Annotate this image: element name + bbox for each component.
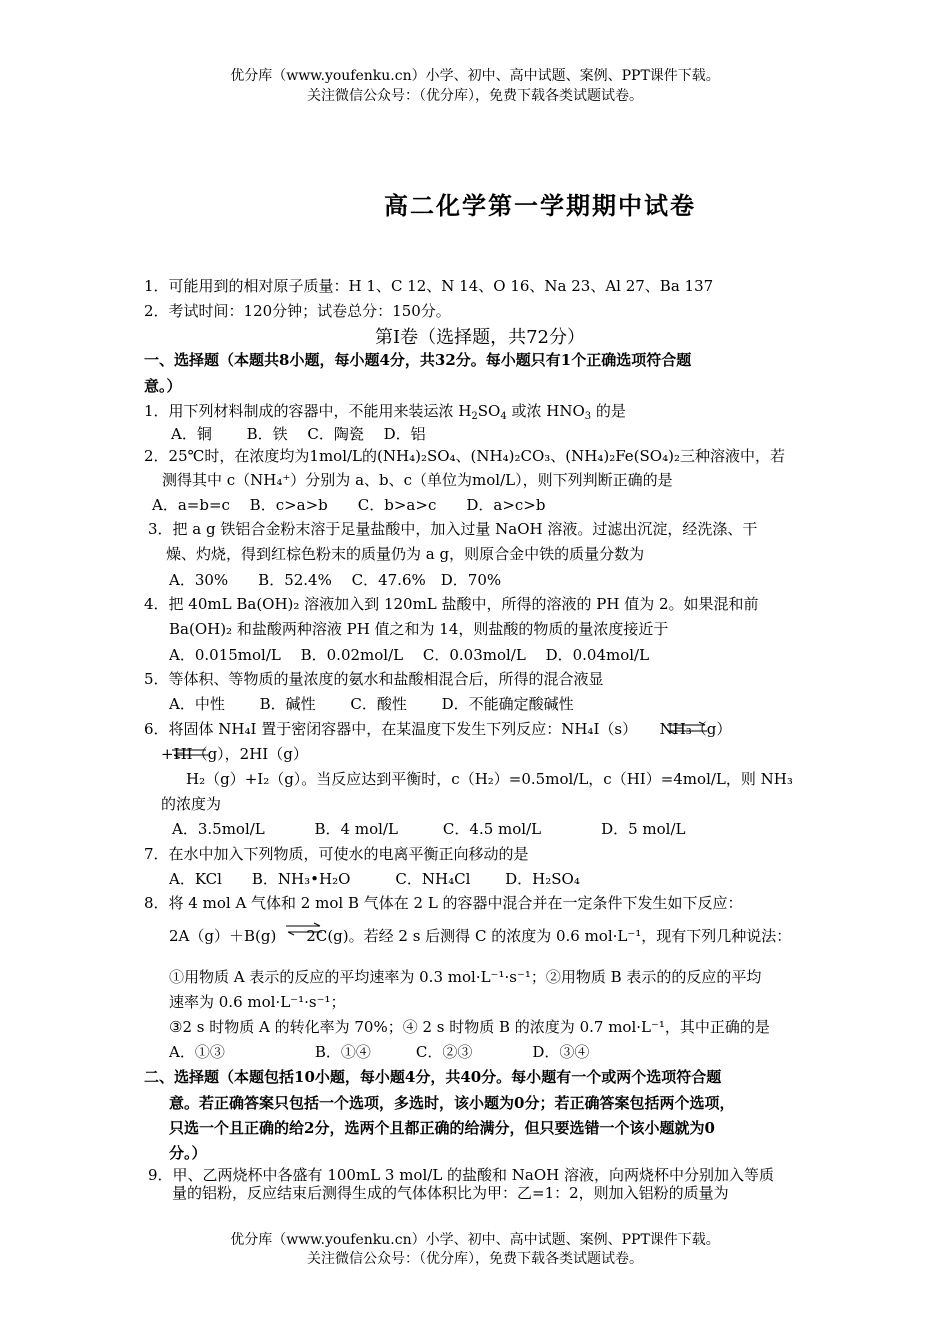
- q3-stem-1: 3．把 a g 铁铝合金粉末溶于足量盐酸中，加入过量 NaOH 溶液。过滤出沉淀，经洗涤、干: [148, 520, 758, 538]
- section1-line-2: 意。）: [144, 377, 182, 395]
- q6-stem-3: H₂（g）+I₂（g）。当反应达到平衡时，c（H₂）=0.5mol/L，c（HI）=4mol/L，则 NH₃: [186, 770, 793, 788]
- header-line-2: 关注微信公众号：（优分库），免费下载各类试题试卷。: [307, 88, 643, 104]
- q7-options: A．KCl B．NH₃•H₂O C．NH₄Cl D．H₂SO₄: [169, 870, 580, 888]
- q8-stem-4: 速率为 0.6 mol·L⁻¹·s⁻¹；: [169, 993, 346, 1011]
- equilibrium-arrow-icon: [170, 745, 210, 759]
- page-title: 高二化学第一学期期中试卷: [384, 191, 696, 220]
- q2-options: A．a=b=c B．c>a>b C．b>a>c D．a>c>b: [152, 496, 546, 514]
- q7-stem: 7．在水中加入下列物质，可使水的电离平衡正向移动的是: [144, 845, 529, 863]
- q3-options: A．30% B．52.4% C．47.6% D．70%: [169, 571, 502, 589]
- q5-options: A．中性 B．碱性 C．酸性 D．不能确定酸碱性: [169, 695, 574, 713]
- q1-stem: 1．用下列材料制成的容器中，不能用来装运浓 $H_2SO_4$ 或浓 $HNO_3$ 的是: [144, 402, 626, 422]
- q9-stem-2: 量的铝粉，反应结束后测得生成的气体体积比为甲：乙=1：2，则加入铝粉的质量为: [172, 1184, 729, 1202]
- q2-stem-2: 测得其中 c（NH₄⁺）分别为 a、b、c（单位为mol/L），则下列判断正确的是: [162, 471, 673, 489]
- note-2: 2．考试时间：120分钟；试卷总分：150分。: [144, 302, 451, 320]
- q9-stem-1: 9．甲、乙两烧杯中各盛有 100mL 3 mol/L 的盐酸和 NaOH 溶液，向两烧杯中分别加入等质: [148, 1166, 775, 1184]
- section2-line-4: 分。）: [169, 1144, 207, 1162]
- q4-stem-2: Ba(OH)₂ 和盐酸两种溶液 PH 值之和为 14，则盐酸的物质的量浓度接近于: [169, 620, 669, 638]
- q8-stem-5: ③2 s 时物质 A 的转化率为 70%；④ 2 s 时物质 B 的浓度为 0.7 mol·L⁻¹，其中正确的是: [169, 1018, 770, 1036]
- q8-stem-2: 2A（g）＋B(g) 2C(g)。若经 2 s 后测得 C 的浓度为 0.6 mol·L⁻¹，现有下列几种说法：: [169, 927, 792, 945]
- q2-stem-1: 2．25℃时，在浓度均为1mol/L的(NH₄)₂SO₄、(NH₄)₂CO₃、(NH₄)₂Fe(SO₄)₂三种溶液中，若: [144, 447, 785, 465]
- q5-stem: 5．等体积、等物质的量浓度的氨水和盐酸相混合后，所得的混合液显: [144, 670, 604, 688]
- header-line-1: 优分库（www.youfenku.cn）小学、初中、高中试题、案例、PPT课件下载。: [230, 68, 720, 84]
- q1-options: A．铜 B．铁 C．陶瓷 D．铝: [171, 425, 426, 443]
- section2-line-3: 只选一个且正确的给2分，选两个且都正确的给满分，但只要选错一个该小题就为0: [169, 1119, 715, 1137]
- section2-line-2: 意。若正确答案只包括一个选项，多选时，该小题为0分；若正确答案包括两个选项，: [169, 1094, 735, 1112]
- q8-options: A．①③ B．①④ C．②③ D．③④: [169, 1043, 590, 1061]
- q8-stem-1: 8．将 4 mol A 气体和 2 mol B 气体在 2 L 的容器中混合并在一定条件下发生如下反应：: [144, 894, 743, 912]
- note-1: 1．可能用到的相对原子质量：H 1、C 12、N 14、O 16、Na 23、Al 27、Ba 137: [144, 277, 714, 295]
- q6-options: A．3.5mol/L B．4 mol/L C．4.5 mol/L D．5 mol/L: [172, 820, 686, 838]
- q6-stem-4: 的浓度为: [161, 795, 222, 813]
- footer-line-1: 优分库（www.youfenku.cn）小学、初中、高中试题、案例、PPT课件下载。: [230, 1232, 720, 1248]
- equilibrium-arrow-icon: [665, 721, 709, 735]
- q6-stem-2: +HI（g），2HI（g）: [161, 745, 308, 763]
- section2-line-1: 二、选择题（本题包括10小题，每小题4分，共40分。每小题有一个或两个选项符合题: [144, 1068, 722, 1086]
- q4-options: A．0.015mol/L B．0.02mol/L C．0.03mol/L D．0.04mol/L: [169, 646, 650, 664]
- q4-stem-1: 4．把 40mL Ba(OH)₂ 溶液加入到 120mL 盐酸中，所得的溶液的 PH 值为 2。如果混和前: [144, 595, 759, 613]
- q6-stem-1: 6．将固体 NH₄I 置于密闭容器中，在某温度下发生下列反应：NH₄I（s） NH₃（g）: [144, 720, 732, 738]
- q8-stem-3: ①用物质 A 表示的反应的平均速率为 0.3 mol·L⁻¹·s⁻¹；②用物质 B 表示的的反应的平均: [169, 968, 762, 986]
- footer-line-2: 关注微信公众号：（优分库），免费下载各类试题试卷。: [307, 1251, 643, 1267]
- part1-title: 第Ⅰ卷（选择题，共72分）: [374, 327, 585, 348]
- equilibrium-arrow-icon: [284, 922, 324, 936]
- section1-line-1: 一、选择题（本题共8小题，每小题4分，共32分。每小题只有1个正确选项符合题: [144, 351, 692, 369]
- q3-stem-2: 燥、灼烧，得到红棕色粉末的质量仍为 a g，则原合金中铁的质量分数为: [166, 545, 645, 563]
